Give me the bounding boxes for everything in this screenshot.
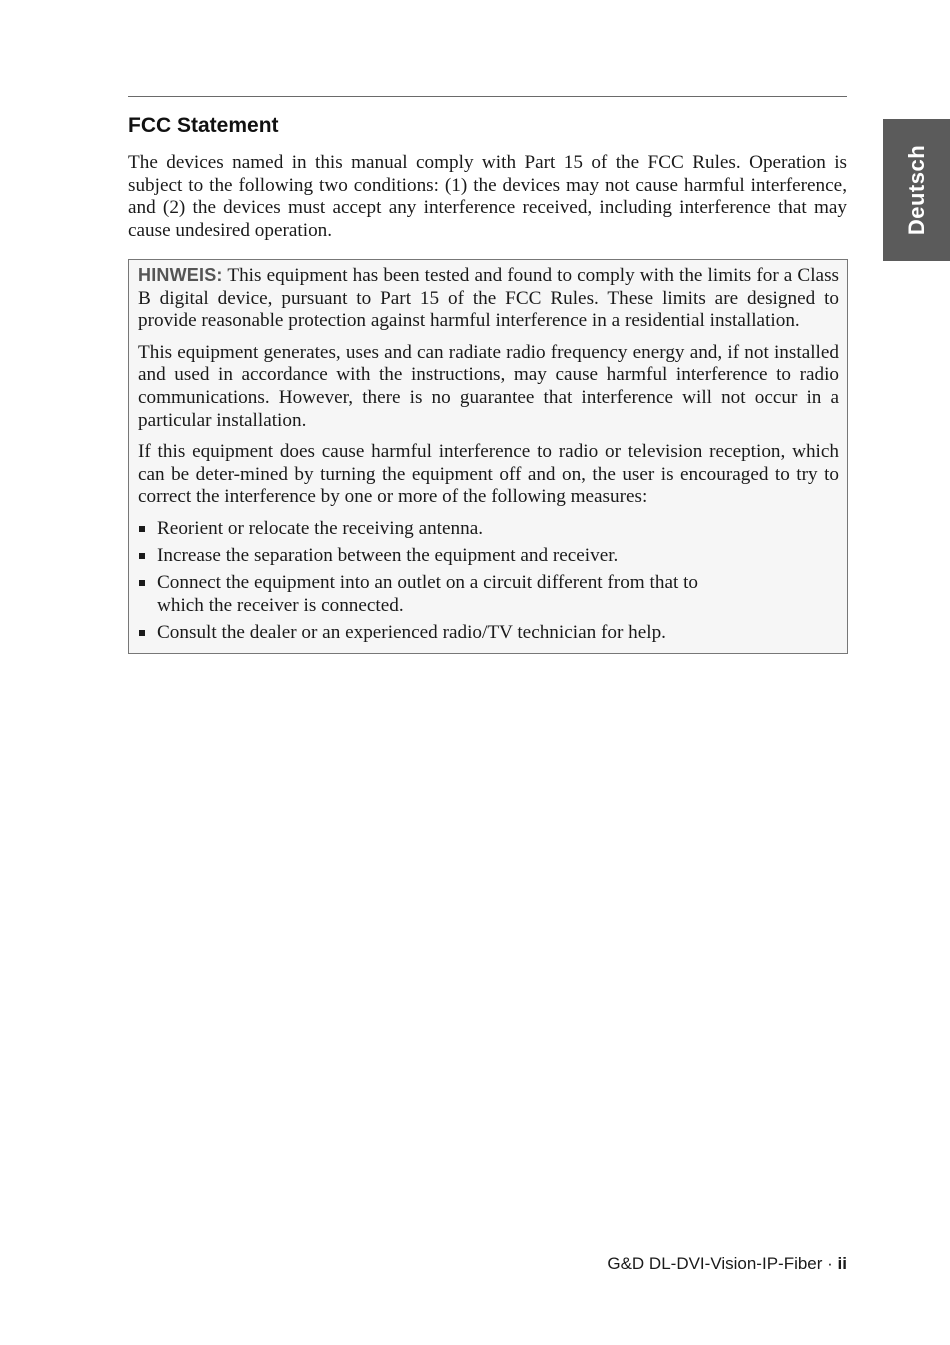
list-item-text: Reorient or relocate the receiving antenna. [157,517,484,539]
page-footer [607,1254,847,1274]
page-number: ii [837,1254,847,1273]
language-tab-label: Deutsch [903,144,929,236]
intro-paragraph: The devices named in this manual comply with Part 15 of the FCC Rules. Operation is subject to the following two conditions: (1) the devices may not cause harmful interference, and (2) the devices must accept any interference received, including interference that may cause undesired operation. [128,152,847,241]
list-item-text: Consult the dealer or an experienced radio/TV technician for help. [157,621,666,643]
note-box [128,259,848,654]
footer-product: G&D DL-DVI-Vision-IP-Fiber · [607,1254,833,1273]
section-title: FCC Statement [128,114,279,137]
note-label: HINWEIS: [138,265,223,285]
list-item [138,572,747,617]
bullet-icon [139,553,145,559]
bullet-icon [139,580,145,586]
language-tab [883,119,950,261]
list-item [138,518,747,541]
list-item-text: Increase the separation between the equipment and receiver. [157,545,619,567]
measures-list [138,518,839,644]
note-paragraph-1-text: This equipment has been tested and found to comply with the limits for a Class B digital device, pursuant to Part 15 of the FCC Rules. These limits are designed to provide reasonable protection against harmful interference in a residential installation. [138,265,839,332]
note-paragraph-1 [138,264,839,333]
note-paragraph-2: This equipment generates, uses and can radiate radio frequency energy and, if not installed and used in accordance with the instructions, may cause harmful interference to radio communications. However, there is no guarantee that interference will not occur in a particular installation. [138,341,839,431]
note-paragraph-3: If this equipment does cause harmful interference to radio or television reception, which can be deter-mined by turning the equipment off and on, the user is encouraged to try to correct the interference by one or more of the following measures: [138,441,839,508]
list-item [138,622,747,645]
list-item [138,545,747,568]
top-divider [128,96,847,97]
bullet-icon [139,526,145,532]
bullet-icon [139,630,145,636]
list-item-text: Connect the equipment into an outlet on a circuit different from that to which the receiver is connected. [157,572,699,616]
